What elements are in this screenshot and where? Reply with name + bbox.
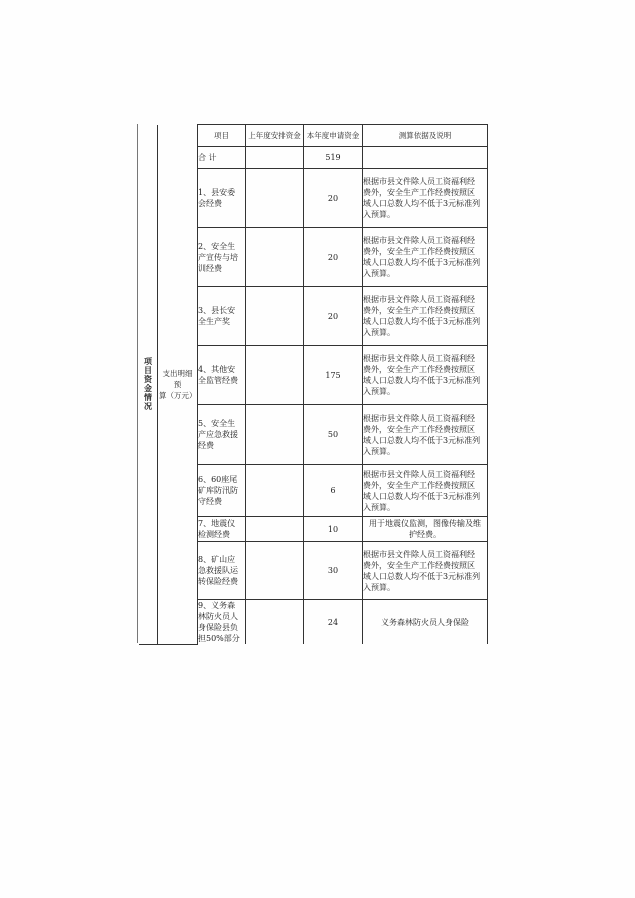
- row-prev: [246, 287, 304, 346]
- row-item: 4、其他安 全监管经费: [198, 346, 246, 405]
- total-label: 合 计: [198, 147, 246, 169]
- row-note: 根据市县文件除人员工资福利经 费外，安全生产工作经费按照区 域人口总数人均不低于3元标准列 入预算。: [363, 287, 488, 346]
- row-req: 50: [304, 405, 363, 465]
- total-note: [363, 147, 488, 169]
- row-note: 根据市县文件除人员工资福利经 费外，安全生产工作经费按照区 域人口总数人均不低于3元标准列 入预算。: [363, 465, 488, 517]
- left-margin-line: [137, 124, 138, 643]
- total-req: 519: [304, 147, 363, 169]
- section-label: 项目资金情况: [143, 357, 153, 411]
- row-item: 7、地震仪 检测经费: [198, 517, 246, 542]
- header-prev: 上年度安排资金: [246, 125, 304, 147]
- header-item: 项目: [198, 125, 246, 147]
- row-req: 10: [304, 517, 363, 542]
- row-note: 根据市县文件除人员工资福利经 费外，安全生产工作经费按照区 域人口总数人均不低于3元标准列 入预算。: [363, 346, 488, 405]
- row-note: 根据市县文件除人员工资福利经 费外，安全生产工作经费按照区 域人口总数人均不低于3元标准列 入预算。: [363, 169, 488, 228]
- row-req: 6: [304, 465, 363, 517]
- header-note: 测算依据及说明: [363, 125, 488, 147]
- row-req: 30: [304, 542, 363, 600]
- budget-table: [139, 124, 488, 645]
- row-req: 24: [304, 600, 363, 645]
- row-prev: [246, 405, 304, 465]
- header-row: [139, 125, 488, 147]
- row-note: 义务森林防火员人身保险: [363, 600, 488, 645]
- category-label: 支出明细预 算（万元）: [159, 368, 197, 400]
- row-prev: [246, 465, 304, 517]
- row-item: 1、县安委 会经费: [198, 169, 246, 228]
- row-req: 175: [304, 346, 363, 405]
- total-prev: [246, 147, 304, 169]
- row-req: 20: [304, 228, 363, 287]
- row-note: 根据市县文件除人员工资福利经 费外，安全生产工作经费按照区 域人口总数人均不低于3元标准列 入预算。: [363, 542, 488, 600]
- row-prev: [246, 517, 304, 542]
- section-label-cell: [139, 125, 158, 645]
- row-note: 根据市县文件除人员工资福利经 费外，安全生产工作经费按照区 域人口总数人均不低于3元标准列 入预算。: [363, 228, 488, 287]
- row-prev: [246, 542, 304, 600]
- row-req: 20: [304, 169, 363, 228]
- category-cell: [158, 125, 198, 645]
- row-item: 6、60座尾 矿库防汛防 守经费: [198, 465, 246, 517]
- row-prev: [246, 228, 304, 287]
- row-note: 用于地震仪监测，图像传输及维 护经费。: [363, 517, 488, 542]
- header-req: 本年度申请资金: [304, 125, 363, 147]
- row-item: 9、义务森 林防火员人 身保险县负 担50%部分: [198, 600, 246, 645]
- row-item: 3、县长安 全生产奖: [198, 287, 246, 346]
- row-req: 20: [304, 287, 363, 346]
- row-item: 8、矿山应 急救援队运 转保险经费: [198, 542, 246, 600]
- row-prev: [246, 600, 304, 645]
- row-prev: [246, 169, 304, 228]
- row-item: 5、安全生 产应急救援 经费: [198, 405, 246, 465]
- row-note: 根据市县文件除人员工资福利经 费外，安全生产工作经费按照区 域人口总数人均不低于3元标准列 入预算。: [363, 405, 488, 465]
- row-item: 2、安全生 产宣传与培 训经费: [198, 228, 246, 287]
- row-prev: [246, 346, 304, 405]
